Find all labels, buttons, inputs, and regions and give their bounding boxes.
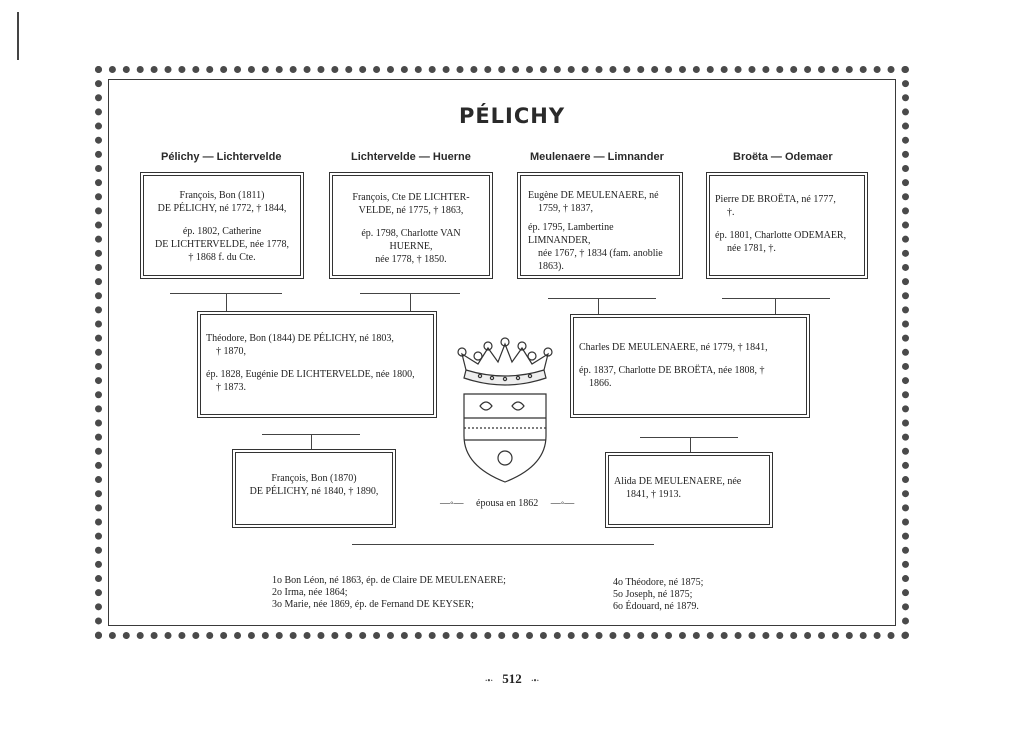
entry-line: François, Bon (1870) — [271, 473, 357, 484]
entry-line: Eugène DE MEULENAERE, né — [528, 190, 659, 201]
column-head-1: Pélichy — Lichtervelde — [161, 151, 282, 163]
connector — [775, 298, 776, 314]
entry-line: François, Bon (1811) — [179, 190, 265, 201]
connector — [548, 298, 656, 299]
connector — [598, 298, 599, 314]
column-head-2: Lichtervelde — Huerne — [351, 151, 471, 163]
entry-line: †. — [727, 207, 735, 218]
entry-line: ép. 1837, Charlotte DE BROËTA, née 1808, † — [579, 365, 765, 376]
entry-line: † 1868 f. du Cte. — [188, 252, 256, 263]
connector — [311, 434, 312, 450]
list-item: 4o Théodore, né 1875; — [613, 577, 704, 588]
entry-line: VELDE, né 1775, † 1863, — [358, 205, 464, 216]
children-list-right — [613, 577, 703, 613]
list-item: 6o Édouard, né 1879. — [613, 601, 699, 612]
children-list-left — [272, 575, 506, 611]
entry-line: Alida DE MEULENAERE, née — [614, 476, 742, 487]
list-item: 5o Joseph, né 1875; — [613, 589, 693, 600]
entry-line: ép. 1802, Catherine — [182, 226, 262, 237]
genealogy-box-broeta-odemaer — [706, 172, 868, 279]
list-item: 2o Irma, née 1864; — [272, 587, 348, 598]
entry-line: François, Cte DE LICHTER- — [352, 192, 470, 203]
entry-line: 1759, † 1837, — [538, 203, 593, 214]
ornament-icon: —◦— — [550, 498, 575, 509]
marriage-line — [440, 498, 574, 509]
entry-line: née 1781, †. — [727, 243, 776, 254]
genealogy-box-francois-pelichy — [232, 449, 396, 528]
entry-line: née 1778, † 1850. — [375, 254, 447, 265]
entry-line: DE PÉLICHY, né 1840, † 1890, — [249, 486, 379, 497]
entry-line: 1863). — [538, 261, 564, 272]
connector — [226, 293, 227, 311]
column-head-4: Broëta — Odemaer — [733, 151, 833, 163]
page-title: PÉLICHY — [458, 104, 566, 128]
connector — [690, 437, 691, 453]
list-item: 1o Bon Léon, né 1863, ép. de Claire DE MEULENAERE; — [272, 575, 506, 586]
entry-line: 1866. — [589, 378, 612, 389]
scan-mark — [17, 12, 19, 60]
entry-line: Charles DE MEULENAERE, né 1779, † 1841, — [579, 342, 768, 353]
ornament-icon: —◦— — [440, 498, 464, 509]
connector — [640, 437, 738, 438]
genealogy-box-theodore-pelichy — [197, 311, 437, 418]
connector — [722, 298, 830, 299]
entry-line: † 1873. — [216, 382, 246, 393]
genealogy-box-alida-meulenaere — [605, 452, 773, 528]
entry-line: Théodore, Bon (1844) DE PÉLICHY, né 1803, — [206, 333, 394, 344]
genealogy-box-charles-meulenaere — [570, 314, 810, 418]
entry-line: née 1767, † 1834 (fam. anoblie — [538, 248, 663, 259]
genealogy-box-pelichy-lichtervelde — [140, 172, 304, 279]
entry-line: ép. 1828, Eugénie DE LICHTERVELDE, née 1800, — [206, 369, 415, 380]
genealogy-box-lichtervelde-huerne — [329, 172, 493, 279]
ornament-icon: ·•· — [484, 676, 493, 685]
entry-line: ép. 1795, Lambertine LIMNANDER, — [528, 222, 614, 246]
list-item: 3o Marie, née 1869, ép. de Fernand DE KEYSER; — [272, 599, 474, 610]
entry-line: 1841, † 1913. — [626, 489, 681, 500]
divider — [352, 544, 654, 545]
ornament-icon: ·•· — [531, 676, 540, 685]
genealogy-box-meulenaere-limnander — [517, 172, 683, 279]
marriage-text: épousa en 1862 — [476, 498, 539, 509]
entry-line: DE PÉLICHY, né 1772, † 1844, — [157, 203, 287, 214]
coat-of-arms-icon — [450, 336, 560, 486]
entry-line: ép. 1801, Charlotte ODEMAER, — [715, 230, 847, 241]
entry-line: † 1870, — [216, 346, 246, 357]
page-number — [0, 671, 1024, 687]
entry-line: Pierre DE BROËTA, né 1777, — [715, 194, 836, 205]
entry-line: DE LICHTERVELDE, née 1778, — [155, 239, 289, 250]
page-number-text: 512 — [502, 671, 522, 686]
connector — [410, 293, 411, 311]
column-head-3: Meulenaere — Limnander — [530, 151, 664, 163]
entry-line: ép. 1798, Charlotte VAN HUERNE, — [361, 228, 461, 252]
